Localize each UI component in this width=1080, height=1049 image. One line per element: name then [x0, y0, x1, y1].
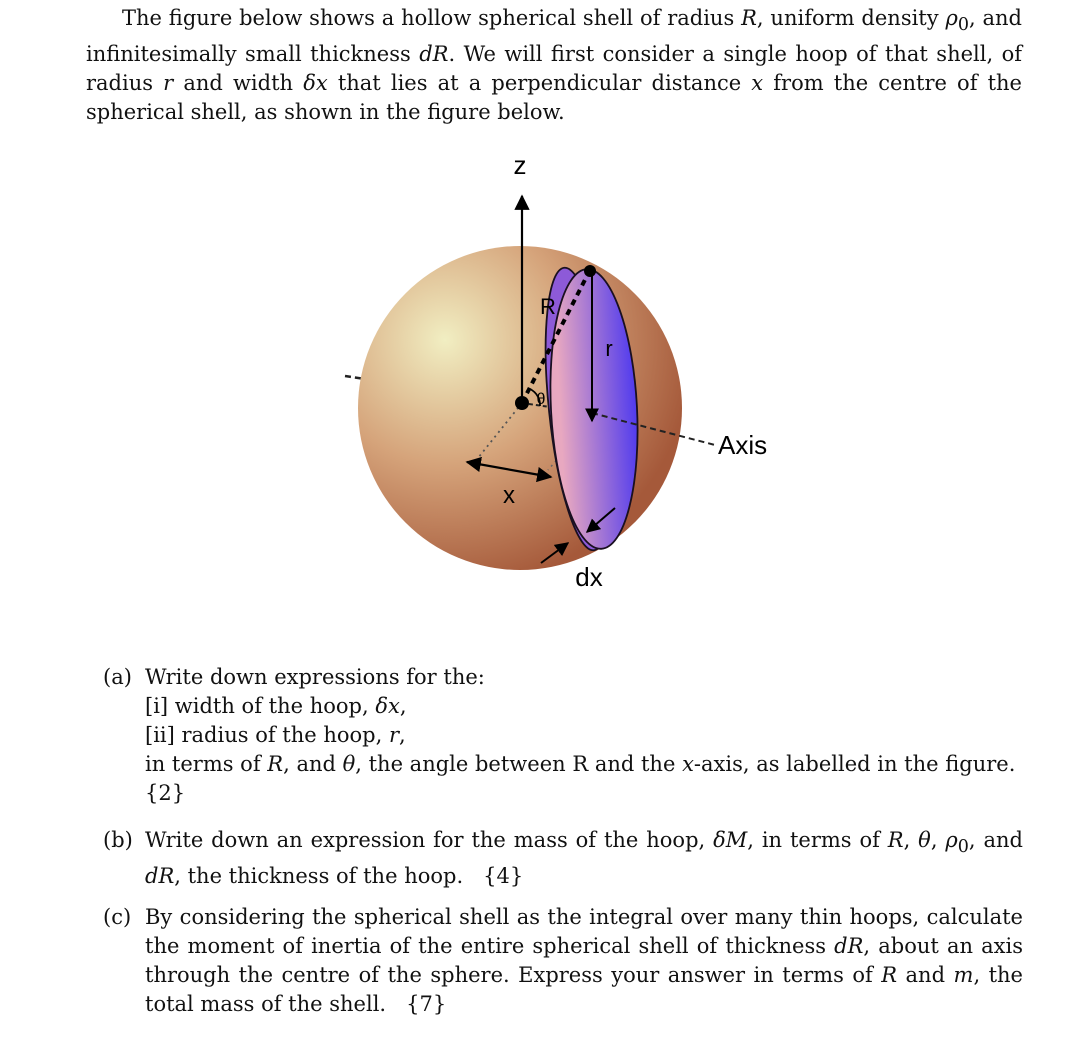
intro-text: and width	[173, 71, 304, 96]
label-z: z	[513, 150, 527, 180]
part-text: width of the hoop,	[168, 694, 376, 718]
punct: ,	[399, 694, 407, 718]
intro-text: , uniform density	[756, 6, 946, 30]
label-theta: θ	[536, 391, 546, 408]
text: , the thickness of the hoop.	[174, 864, 464, 889]
spherical-shell-figure	[330, 140, 790, 610]
text: , the angle between R and the	[355, 752, 683, 776]
math-theta: θ	[342, 752, 356, 776]
label-dx: dx	[575, 562, 603, 592]
intro-text: , and infinitesimally small thickness	[86, 6, 1022, 67]
question-a-terms	[145, 750, 1023, 779]
math-R: R	[741, 6, 757, 30]
text: in terms of	[145, 752, 268, 776]
marks: {4}	[483, 864, 524, 889]
intro-text: from the centre of the spherical shell, as shown in the figure below.	[86, 71, 1022, 125]
punct: ,	[399, 723, 406, 747]
question-a-part-i	[145, 692, 1023, 721]
centre-point	[515, 396, 529, 410]
question-b	[103, 826, 1023, 891]
question-label: (c)	[103, 905, 132, 929]
math-rho: ρ	[945, 828, 958, 852]
math-rho: ρ	[945, 6, 958, 30]
question-label: (a)	[103, 665, 132, 689]
text: , about an axis through the centre of the sphere. Express your answer in terms of	[145, 934, 1023, 987]
punct: ,	[903, 828, 919, 852]
math-r: r	[388, 723, 400, 747]
math-delta-M: δM	[713, 828, 748, 852]
marks: {2}	[145, 781, 186, 805]
math-subscript: 0	[957, 837, 969, 858]
text: Write down an expression for the mass of the hoop,	[145, 828, 714, 852]
math-x: x	[682, 752, 694, 776]
hoop-top-point	[584, 265, 596, 277]
text: , and	[968, 828, 1023, 852]
question-label: (b)	[103, 828, 133, 852]
text: and	[897, 963, 954, 987]
part-text: radius of the hoop,	[174, 723, 389, 747]
math-theta: θ	[918, 828, 931, 852]
question-c	[103, 903, 1023, 1019]
math-subscript: 0	[957, 15, 969, 36]
question-a-part-ii	[145, 721, 1023, 750]
text: -axis, as labelled in the figure.	[693, 752, 1016, 776]
intro-text: . We will first consider a single hoop of that shell, of radius	[86, 42, 1022, 96]
math-R: R	[881, 963, 898, 987]
question-a	[103, 663, 1023, 808]
intro-paragraph	[86, 4, 1022, 127]
intro-text: The figure below shows a hollow spherical shell of radius	[122, 6, 742, 30]
text: By considering the spherical shell as the integral over many thin hoops, calculate the moment of inertia of the entire spherical shell of thickness	[145, 905, 1023, 958]
math-R: R	[267, 752, 284, 776]
label-x: x	[503, 482, 515, 509]
marks: {7}	[406, 992, 447, 1016]
math-x: x	[751, 71, 764, 96]
text: , and	[283, 752, 343, 776]
math-dR: dR	[834, 934, 864, 958]
label-axis: Axis	[718, 430, 768, 460]
text: , the total mass of the shell.	[145, 963, 1023, 1016]
math-delta-x: δx	[375, 694, 400, 718]
math-m: m	[953, 963, 974, 987]
punct: ,	[930, 828, 946, 852]
math-r: r	[163, 71, 174, 96]
label-r: r	[605, 336, 613, 361]
math-R: R	[887, 828, 904, 852]
math-delta-x: δx	[303, 71, 328, 96]
text: , in terms of	[747, 828, 888, 852]
label-R: R	[540, 294, 556, 319]
part-label: [i]	[145, 694, 169, 718]
part-label: [ii]	[145, 723, 175, 747]
math-dR: dR	[145, 864, 175, 889]
question-a-line1: Write down expressions for the:	[145, 665, 485, 689]
intro-text: that lies at a perpendicular distance	[327, 71, 752, 96]
math-dR: dR	[419, 42, 449, 67]
